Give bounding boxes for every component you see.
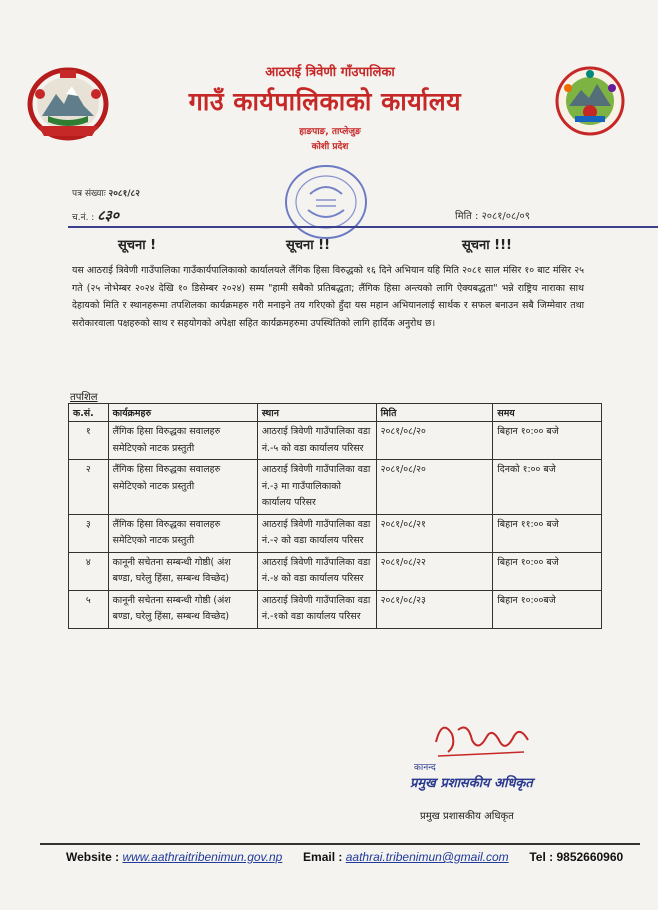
office-title: गाउँ कार्यपालिकाको कार्यालय [188,87,462,116]
cell-date: २०८१/०८/२० [376,422,493,460]
cell-date: २०८१/०८/२१ [376,514,493,552]
notice-title-3: सूचना !!! [462,238,512,253]
cell-time: बिहान १०:००बजे [493,590,602,628]
chalani-value: ८३० [97,208,120,224]
header-date: मिति [376,404,493,422]
signature-stamp: प्रमुख प्रशासकीय अधिकृत [410,776,533,791]
cell-program: लैंगिक हिसा विरुद्धका सवालहरु समेटिएको नाटक प्रस्तुती [108,460,257,515]
email-link[interactable]: aathrai.tribenimun@gmail.com [345,850,509,864]
notice-body: यस आठराई त्रिवेणी गाउँपालिका गाउँकार्यपालिकाको कार्यालयले लैंगिक हिसा विरुद्धको १६ दिने अभियान यहि मिति २०८१ साल मंसिर १० बाट मंसिर २५ गते (२५ नोभेम्बर २०२४ देखि १० डिसेम्बर २०२४) सम्म "हामी सबैको प्रतिबद्धता; लैंगिक हिसा अन्त्यको लागि ऐक्यबद्धता" भन्ने राष्ट्रिय नाराका साथ देहायको मिति र स्थानहरूमा तपशिलका कार्यक्रमहरु गरी मनाइने तय गरिएको हुँदा यस महान अभियानलाई सार्थक र सफल बनाउन सबै जिम्मेवार तथा सरोकारवाला पक्षहरुको साथ र सहयोगको अपेक्षा सहित कार्यक्रमहरुमा उपस्थितिको लागि हार्दिक अनुरोध छ। [72,265,584,329]
cell-time: बिहान ११:०० बजे [493,514,602,552]
signature-stamp-prefix: कानन्द [414,763,436,773]
cell-place: आठराई त्रिवेणी गाउँपालिका वडा नं.-३ मा गाउँपालिकाको कार्यालय परिसर [257,460,376,515]
cell-place: आठराई त्रिवेणी गाउँपालिका वडा नं.-१को वडा कार्यालय परिसर [257,590,376,628]
cell-date: २०८१/०८/२० [376,460,493,515]
notice-date [455,208,530,222]
municipality-name: आठराई त्रिवेणी गाँउपालिका [265,65,395,80]
notice-title-2: सूचना !! [286,238,331,253]
table-header-row [69,404,602,422]
website-link[interactable]: www.aathraitribenimun.gov.np [122,850,283,864]
table-row [69,590,602,628]
email-label: Email : [303,850,343,864]
cell-program: कानूनी सचेतना सम्बन्धी गोष्ठी( अंश बण्डा, घरेलु हिंसा, सम्बन्ध विच्छेद) [108,552,257,590]
signatory-designation: प्रमुख प्रशासकीय अधिकृत [420,811,514,822]
cell-place: आठराई त्रिवेणी गाउँपालिका वडा नं.-२ को वडा कार्यालय परिसर [257,514,376,552]
program-schedule-table [68,403,602,629]
cell-time: बिहान १०:०० बजे [493,422,602,460]
cell-time: दिनको १:०० बजे [493,460,602,515]
cell-sn: ५ [69,590,109,628]
nepal-emblem-icon [26,64,110,142]
table-row [69,460,602,515]
header-program: कार्यक्रमहरु [108,404,257,422]
cell-place: आठराई त्रिवेणी गाउँपालिका वडा नं.-४ को वडा कार्यालय परिसर [257,552,376,590]
details-label: तपशिल [70,392,98,403]
footer-contact [40,850,640,864]
table-row [69,552,602,590]
notice-title-1: सूचना ! [118,238,157,253]
address-line-2: कोशी प्रदेश [311,142,349,152]
cell-place: आठराई त्रिवेणी गाउँपालिका वडा नं.-५ को वडा कार्यालय परिसर [257,422,376,460]
header-time: समय [493,404,602,422]
cell-date: २०८१/०८/२३ [376,590,493,628]
date-value: २०८१/०८/०९ [481,211,530,222]
office-address [250,125,410,155]
chalani-label: च.नं. : [72,213,95,223]
cell-program: लैंगिक हिसा विरुद्धका सवालहरु समेटिएको नाटक प्रस्तुती [108,422,257,460]
chalani-number [72,206,119,225]
cell-time: बिहान १०:०० बजे [493,552,602,590]
patra-value: २०८१/८२ [108,189,140,199]
cell-date: २०८१/०८/२२ [376,552,493,590]
date-label: मिति : [455,211,479,222]
cell-sn: ४ [69,552,109,590]
header-divider [68,226,658,228]
patra-sankhya [72,186,140,199]
signature-icon [428,712,538,762]
office-stamp-icon [280,160,372,244]
cell-sn: ३ [69,514,109,552]
cell-program: लैंगिक हिसा विरुद्धका सवालहरु समेटिएको नाटक प्रस्तुती [108,514,257,552]
cell-sn: २ [69,460,109,515]
cell-program: कानूनी सचेतना सम्बन्धी गोष्ठी (अंश बण्डा, घरेलु हिंसा, सम्बन्ध विच्छेद) [108,590,257,628]
tel-value: 9852660960 [556,850,624,864]
header-place: स्थान [257,404,376,422]
website-label: Website : [66,850,120,864]
address-line-1: हाङपाङ, ताप्लेजुङ [299,127,361,137]
tel-label: Tel : [529,850,554,864]
table-row [69,514,602,552]
patra-label: पत्र संख्याः [72,189,106,199]
footer-divider [40,843,640,845]
header-sn: क.सं. [69,404,109,422]
municipality-logo-icon [555,66,625,136]
cell-sn: १ [69,422,109,460]
table-row [69,422,602,460]
